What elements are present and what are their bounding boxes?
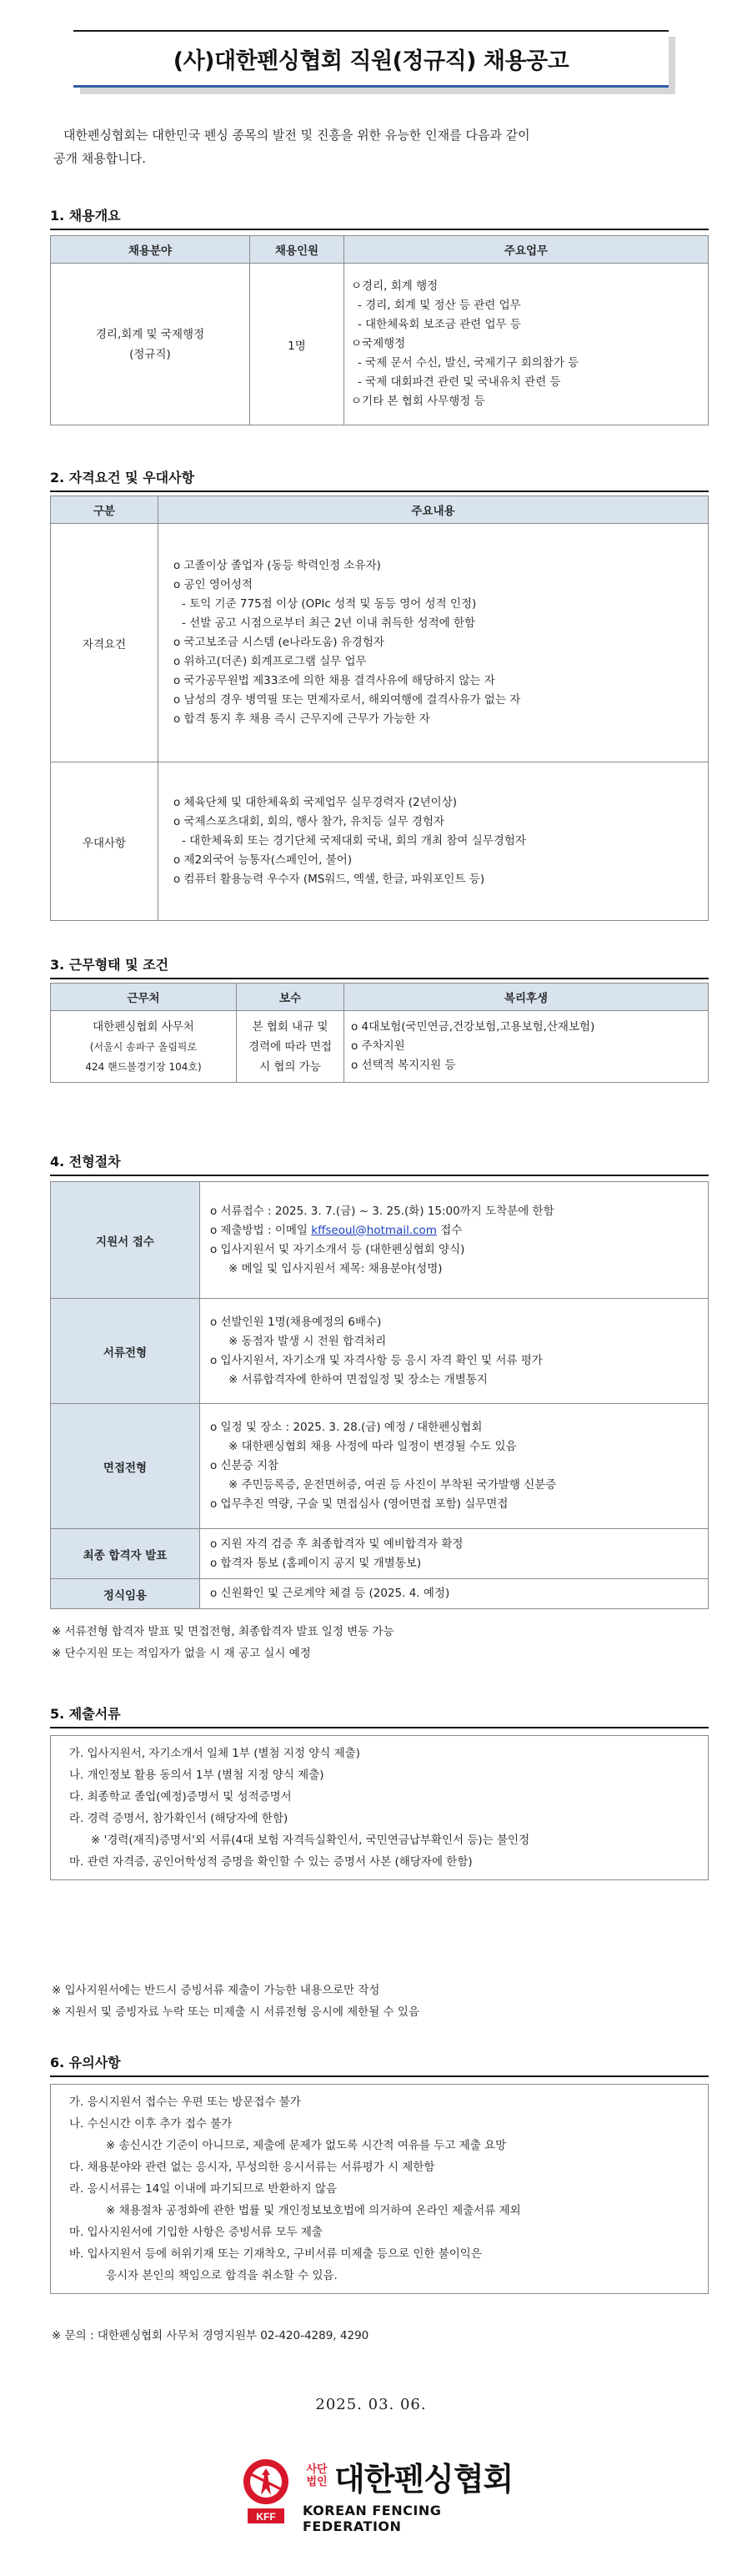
list-item: o 선발인원 1명(채용예정의 6배수) — [210, 1315, 382, 1329]
logo-corp-line: 사단 — [306, 2463, 328, 2476]
list-item: 다. 최종학교 졸업(예정)증명서 및 성적증명서 — [69, 1790, 292, 1804]
email-link[interactable]: kffseoul@hotmail.com — [311, 1223, 437, 1237]
list-item: o 업무추진 역량, 구술 및 면접심사 (영어면접 포함) 실무면접 — [210, 1497, 509, 1511]
section-divider — [50, 491, 709, 492]
list-item: o 입사지원서 및 자기소개서 등 (대한펜싱협회 양식) — [210, 1242, 465, 1256]
list-item: o 국가공무원법 제33조에 의한 채용 결격사유에 해당하지 않는 자 — [173, 674, 495, 687]
list-item: o 지원 자격 검증 후 최종합격자 및 예비합격자 확정 — [210, 1537, 464, 1551]
list-item: o 합격 통지 후 채용 즉시 근무지에 근무가 가능한 자 — [173, 712, 430, 726]
section-title-qualifications: 2. 자격요건 및 우대사항 — [50, 470, 195, 486]
field-type: (정규직) — [129, 347, 171, 361]
conditions-table — [50, 983, 709, 1083]
list-item: o 고졸이상 졸업자 (동등 학력인정 소유자) — [173, 559, 381, 572]
pay-line: 본 협회 내규 및 — [252, 1019, 328, 1034]
table-header: 복리후생 — [344, 984, 709, 1011]
section-title-documents: 5. 제출서류 — [50, 1706, 121, 1722]
field-cell — [51, 264, 250, 425]
list-item: 라. 응시서류는 14일 이내에 파기되므로 반환하지 않음 — [69, 2182, 338, 2196]
contact-line: ※ 문의 : 대한펜싱협회 사무처 경영지원부 02-420-4289, 4290 — [52, 2329, 369, 2342]
list-item: 마. 관련 자격증, 공인어학성적 증명을 확인할 수 있는 증명서 사본 (해당자에 한함) — [69, 1855, 473, 1869]
federation-logo — [236, 2457, 519, 2534]
fencer-emblem-icon — [236, 2457, 296, 2530]
table-header: 주요내용 — [158, 496, 709, 524]
list-item: ※ 주민등록증, 운전면허증, 여권 등 사진이 부착된 국가발행 신분증 — [228, 1478, 557, 1492]
list-item: 라. 경력 증명서, 참가확인서 (해당자에 한함) — [69, 1812, 288, 1825]
step-content — [200, 1182, 709, 1299]
preferences-cell — [158, 762, 709, 921]
list-item: o 신분증 지참 — [210, 1459, 279, 1472]
overview-table — [50, 235, 709, 425]
list-item: o 서류접수 : 2025. 3. 7.(금) ~ 3. 25.(화) 15:00까지 도착분에 한함 — [210, 1204, 554, 1218]
list-item: 나. 개인정보 활용 동의서 1부 (별첨 지정 양식 제출) — [69, 1768, 324, 1782]
submit-suffix: 접수 — [440, 1223, 463, 1237]
step-label: 최종 합격자 발표 — [51, 1529, 200, 1579]
list-item: o 4대보험(국민연금,건강보험,고용보험,산재보험) — [351, 1020, 595, 1034]
list-item: - 대한체육회 보조금 관련 업무 등 — [358, 318, 521, 331]
requirements-cell — [158, 524, 709, 762]
logo-english-name: KOREAN FENCING FEDERATION — [303, 2502, 442, 2534]
process-note: ※ 단수지원 또는 적임자가 없을 시 재 공고 실시 예정 — [52, 1647, 311, 1660]
list-item: o 국고보조금 시스템 (e나라도움) 유경험자 — [173, 636, 384, 649]
list-item: ※ 메일 및 입사지원서 제목: 채용분야(성명) — [228, 1261, 443, 1275]
list-item: 가. 입사지원서, 자기소개서 일체 1부 (별첨 지정 양식 제출) — [69, 1747, 360, 1760]
list-item: ※ 서류합격자에 한하여 면접일정 및 장소는 개별통지 — [228, 1372, 488, 1386]
list-item: - 경리, 회계 및 정산 등 관련 업무 — [358, 299, 521, 312]
list-item: - 선발 공고 시점으로부터 최근 2년 이내 취득한 성적에 한함 — [182, 616, 476, 630]
list-item: o 합격자 통보 (홈페이지 공지 및 개별통보) — [210, 1556, 422, 1570]
list-item: o 일정 및 장소 : 2025. 3. 28.(금) 예정 / 대한펜싱협회 — [210, 1421, 483, 1434]
logo-badge: KFF — [256, 2511, 276, 2523]
list-item: ※ 대한펜싱협회 채용 사정에 따라 일정이 변경될 수도 있음 — [228, 1440, 517, 1453]
requirements-label: 자격요건 — [51, 524, 158, 762]
list-item: o 신원확인 및 근로계약 체결 등 (2025. 4. 예정) — [210, 1587, 450, 1600]
step-label: 지원서 접수 — [51, 1182, 200, 1299]
submit-method: o 제출방법 : 이메일 — [210, 1223, 308, 1237]
section-divider — [50, 2075, 709, 2077]
list-item: 응시자 본인의 책임으로 합격을 취소할 수 있음. — [106, 2269, 338, 2282]
list-item — [210, 1221, 701, 1240]
intro-line: 대한펜싱협회는 대한민국 펜싱 종목의 발전 및 진흥을 위한 유능한 인재를 다음과 같이 — [63, 128, 530, 143]
list-item: 다. 채용분야와 관련 없는 응시자, 무성의한 응시서류는 서류평가 시 제한함 — [69, 2161, 435, 2174]
section-divider — [50, 1175, 709, 1176]
list-item: - 국제 대회파견 관련 및 국내유치 관련 등 — [358, 375, 561, 389]
step-label: 면접전형 — [51, 1404, 200, 1529]
section-title-conditions: 3. 근무형태 및 조건 — [50, 957, 169, 973]
issue-date: 2025. 03. 06. — [315, 2396, 427, 2413]
list-item: 바. 입사지원서 등에 허위기재 또는 기재착오, 구비서류 미제출 등으로 인한 불이익은 — [69, 2247, 482, 2261]
pay-line: 경력에 따라 면접 — [248, 1039, 332, 1054]
list-item: - 대한체육회 또는 경기단체 국제대회 국내, 회의 개최 참여 실무경험자 — [182, 834, 526, 848]
count-cell: 1명 — [250, 264, 344, 425]
step-label: 정식임용 — [51, 1579, 200, 1609]
list-item: ㅇ경리, 회계 행정 — [351, 279, 439, 293]
step-label: 서류전형 — [51, 1299, 200, 1404]
step-content — [200, 1404, 709, 1529]
documents-box — [50, 1735, 709, 1880]
preferences-label: 우대사항 — [51, 762, 158, 921]
list-item: o 선택적 복지지원 등 — [351, 1059, 456, 1072]
section-divider — [50, 229, 709, 230]
list-item: o 위하고(더존) 회계프로그램 실무 업무 — [173, 655, 367, 668]
logo-corp-line: 법인 — [306, 2476, 328, 2488]
table-header: 구분 — [51, 496, 158, 524]
page-title: (사)대한펜싱협회 직원(정규직) 채용공고 — [173, 48, 569, 74]
list-item: o 주차지원 — [351, 1039, 405, 1053]
list-item: - 토익 기준 775점 이상 (OPIc 성적 및 동등 영어 성적 인정) — [182, 597, 477, 611]
workplace-name: 대한펜싱협회 사무처 — [93, 1019, 194, 1034]
list-item: 가. 응시지원서 접수는 우편 또는 방문접수 불가 — [69, 2096, 301, 2109]
table-header: 주요업무 — [344, 236, 709, 264]
list-item: o 국제스포츠대회, 회의, 행사 참가, 유치등 실무 경험자 — [173, 815, 445, 828]
field-name: 경리,회계 및 국제행정 — [95, 327, 205, 341]
process-note: ※ 서류전형 합격자 발표 및 면접전형, 최종합격자 발표 일정 변동 가능 — [52, 1625, 394, 1638]
workplace-address: 424 핸드볼경기장 104호) — [85, 1060, 202, 1073]
list-item: 나. 수신시간 이후 추가 접수 불가 — [69, 2117, 233, 2131]
pay-cell — [237, 1011, 344, 1083]
list-item: ㅇ기타 본 협회 사무행정 등 — [351, 395, 485, 408]
section-divider — [50, 978, 709, 979]
title-banner — [73, 30, 669, 88]
list-item: ㅇ국제행정 — [351, 337, 406, 350]
logo-korean-name: 대한펜싱협회 — [334, 2460, 514, 2498]
step-content — [200, 1299, 709, 1404]
table-header: 채용인원 — [250, 236, 344, 264]
list-item: ※ 채용절차 공정화에 관한 법률 및 개인정보보호법에 의거하여 온라인 제출서류 제외 — [106, 2204, 521, 2217]
workplace-cell — [51, 1011, 237, 1083]
pay-line: 시 협의 가능 — [259, 1059, 321, 1074]
list-item: o 남성의 경우 병역필 또는 면제자로서, 해외여행에 결격사유가 없는 자 — [173, 693, 521, 707]
duties-cell — [344, 264, 709, 425]
step-content — [200, 1579, 709, 1609]
section-divider — [50, 1727, 709, 1728]
list-item: o 입사지원서, 자기소개 및 자격사항 등 응시 자격 확인 및 서류 평가 — [210, 1353, 543, 1367]
list-item: - 국제 문서 수신, 발신, 국제기구 회의참가 등 — [358, 356, 579, 370]
list-item: o 공인 영어성적 — [173, 578, 253, 591]
qualifications-table — [50, 496, 709, 921]
list-item: ※ 동점자 발생 시 전원 합격처리 — [228, 1334, 387, 1348]
step-content — [200, 1529, 709, 1579]
list-item: 마. 입사지원서에 기입한 사항은 증빙서류 모두 제출 — [69, 2226, 323, 2239]
process-table — [50, 1181, 709, 1609]
section-title-overview: 1. 채용개요 — [50, 208, 121, 224]
notes-box — [50, 2084, 709, 2294]
table-header: 채용분야 — [51, 236, 250, 264]
list-item: ※ '경력(재직)증명서'외 서류(4대 보험 자격득실확인서, 국민연금납부확인서 등)는 불인정 — [91, 1834, 530, 1847]
section-title-notes: 6. 유의사항 — [50, 2055, 121, 2070]
documents-note: ※ 지원서 및 증빙자료 누락 또는 미제출 시 서류전형 응시에 제한될 수 있음 — [52, 2005, 419, 2019]
logo-corp-tag — [303, 2463, 331, 2488]
list-item: o 제2외국어 능통자(스페인어, 불어) — [173, 853, 353, 867]
list-item: o 컴퓨터 활용능력 우수자 (MS워드, 엑셀, 한글, 파워포인트 등) — [173, 873, 485, 886]
section-title-process: 4. 전형절차 — [50, 1154, 121, 1170]
welfare-cell — [344, 1011, 709, 1083]
list-item: ※ 송신시간 기준이 아니므로, 제출에 문제가 없도록 시간적 여유를 두고 제출 요망 — [106, 2139, 507, 2152]
intro-paragraph — [53, 123, 712, 170]
list-item: o 체육단체 및 대한체육회 국제업무 실무경력자 (2년이상) — [173, 796, 458, 809]
table-header: 보수 — [237, 984, 344, 1011]
intro-line: 공개 채용합니다. — [53, 151, 146, 166]
logo-text — [303, 2453, 519, 2534]
table-header: 근무처 — [51, 984, 237, 1011]
workplace-address: (서울시 송파구 올림픽로 — [89, 1040, 198, 1053]
documents-note: ※ 입사지원서에는 반드시 증빙서류 제출이 가능한 내용으로만 작성 — [52, 1984, 380, 1997]
